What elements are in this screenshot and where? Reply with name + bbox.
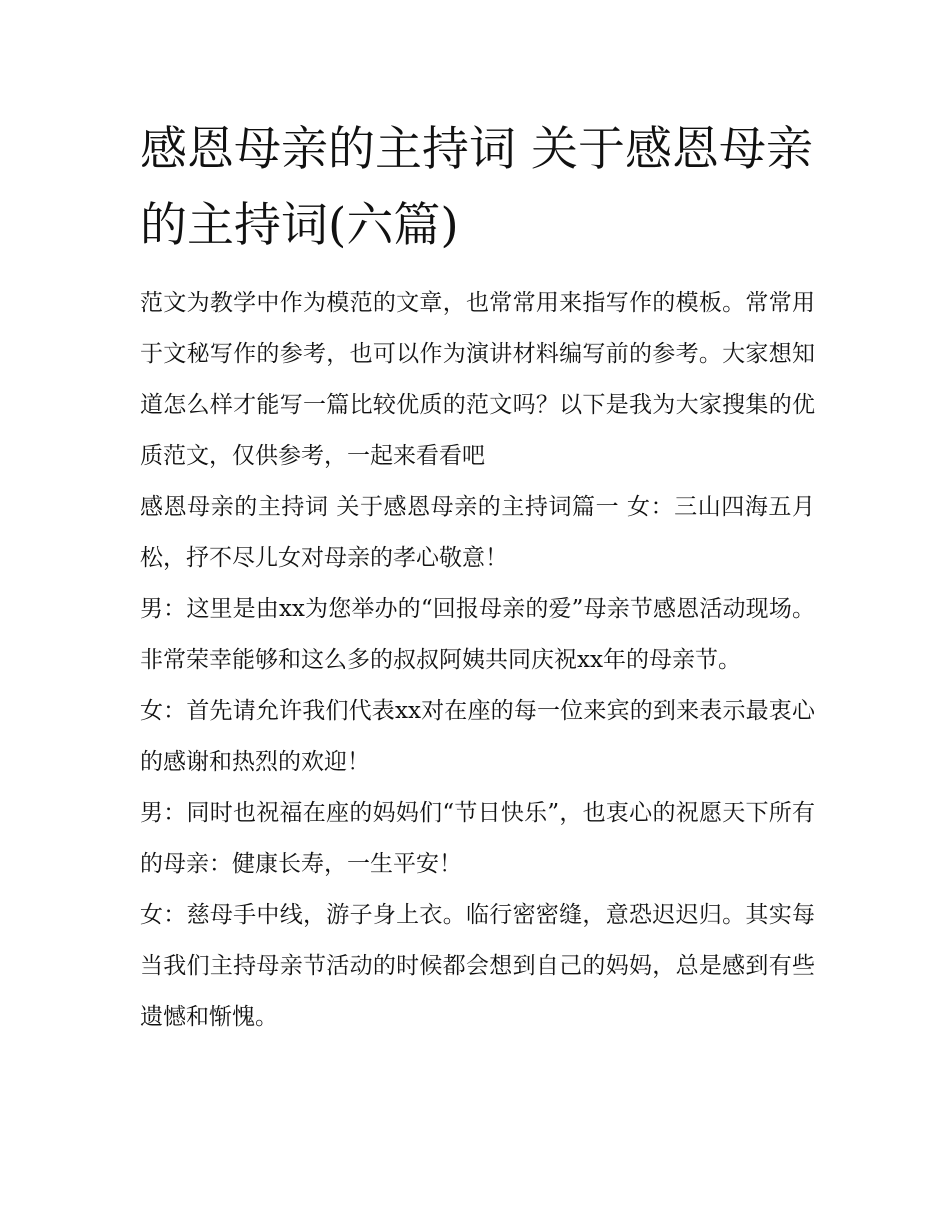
paragraph-female-poem: 女：慈母手中线，游子身上衣。临行密密缝，意恐迟迟归。其实每当我们主持母亲节活动的时候都会想到自己的妈妈，总是感到有些遗憾和惭愧。 [140,902,815,1030]
document-page [140,112,815,1043]
paragraph-opening: 感恩母亲的主持词 关于感恩母亲的主持词篇一 女：三山四海五月松，抒不尽儿女对母亲的孝心敬意！ [140,494,815,571]
paragraph-intro: 范文为教学中作为模范的文章，也常常用来指写作的模板。常常用于文秘写作的参考，也可以作为演讲材料编写前的参考。大家想知道怎么样才能写一篇比较优质的范文吗？以下是我为大家搜集的优质范文，仅供参考，一起来看看吧 [140,290,815,469]
paragraph-male-blessing: 男：同时也祝福在座的妈妈们“节日快乐”，也衷心的祝愿天下所有的母亲：健康长寿，一生平安！ [140,800,815,877]
document-title: 感恩母亲的主持词 关于感恩母亲的主持词(六篇) [140,122,813,253]
paragraph-female-thanks: 女：首先请允许我们代表xx对在座的每一位来宾的到来表示最衷心的感谢和热烈的欢迎！ [140,698,815,775]
paragraph-male-welcome: 男：这里是由xx为您举办的“回报母亲的爱”母亲节感恩活动现场。非常荣幸能够和这么多的叔叔阿姨共同庆祝xx年的母亲节。 [140,596,815,673]
